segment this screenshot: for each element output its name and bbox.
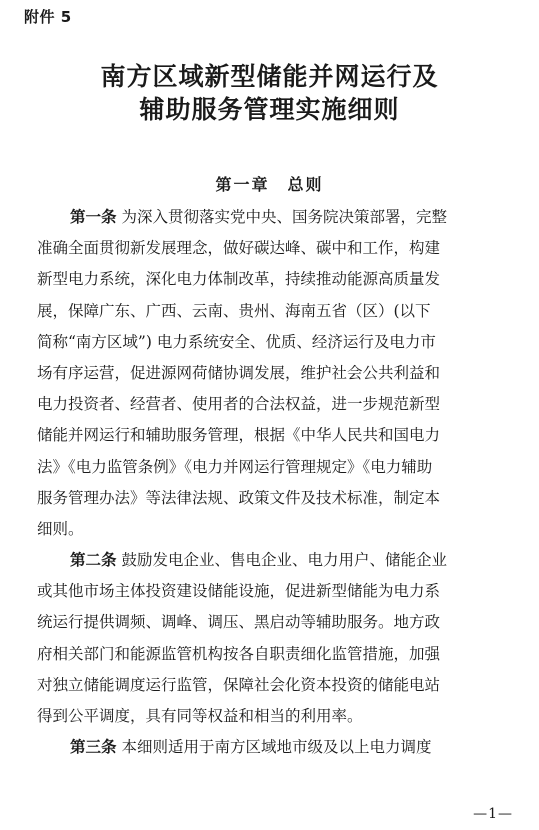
- article-3-label: 第三条: [70, 738, 117, 757]
- article-1-line-11: 细则。: [37, 519, 84, 538]
- article-1-line-10: 服务管理办法》等法律法规、政策文件及技术标准，制定本: [37, 488, 441, 507]
- page-number: —1—: [473, 806, 513, 822]
- attachment-label: 附件 5: [24, 8, 72, 26]
- document-body: [37, 202, 515, 763]
- article-2-label: 第二条: [70, 551, 117, 570]
- article-1-line-5: 简称“南方区域”) 电力系统安全、优质、经济运行及电力市: [37, 332, 436, 351]
- article-2-line-5: 对独立储能调度运行监管，保障社会化资本投资的储能电站: [37, 675, 441, 694]
- article-3-text: 本细则适用于南方区域地市级及以上电力调度: [116, 738, 432, 757]
- chapter-name: 总则: [287, 175, 324, 194]
- article-2-line-4: 府相关部门和能源监管机构按各自职责细化监管措施，加强: [37, 644, 441, 663]
- article-2-line-3: 统运行提供调频、调峰、调压、黑启动等辅助服务。地方政: [37, 613, 441, 632]
- article-1-label: 第一条: [70, 208, 117, 226]
- article-2-text: 鼓励发电企业、售电企业、电力用户、储能企业: [116, 551, 447, 570]
- article-1-text: 为深入贯彻落实党中央、国务院决策部署，完整: [116, 208, 447, 226]
- document-title-line-2: 辅助服务管理实施细则: [139, 95, 400, 124]
- article-2-line-2: 或其他市场主体投资建设储能设施，促进新型储能为电力系: [37, 582, 441, 601]
- article-1-line-6: 场有序运营，促进源网荷储协调发展，维护社会公共利益和: [37, 363, 441, 382]
- article-1-line-3: 新型电力系统，深化电力体制改革，持续推动能源高质量发: [37, 270, 441, 289]
- article-1-line-7: 电力投资者、经营者、使用者的合法权益，进一步规范新型: [37, 395, 441, 414]
- chapter-number: 第一章: [215, 175, 270, 194]
- article-2-line-1: [37, 545, 515, 576]
- article-1-line-1: [37, 202, 515, 233]
- article-1-line-4: 展，保障广东、广西、云南、贵州、海南五省（区）(以下: [37, 301, 431, 320]
- article-1-line-9: 法》《电力监管条例》《电力并网运行管理规定》《电力辅助: [37, 457, 433, 476]
- article-3-line-1: [37, 732, 515, 763]
- article-1-line-2: 准确全面贯彻新发展理念，做好碳达峰、碳中和工作，构建: [37, 239, 441, 258]
- article-1-line-8: 储能并网运行和辅助服务管理，根据《中华人民共和国电力: [37, 426, 441, 445]
- chapter-heading: [0, 172, 539, 195]
- article-2-line-6: 得到公平调度，具有同等权益和相当的利用率。: [37, 707, 363, 725]
- document-title-line-1: 南方区域新型储能并网运行及: [100, 62, 439, 91]
